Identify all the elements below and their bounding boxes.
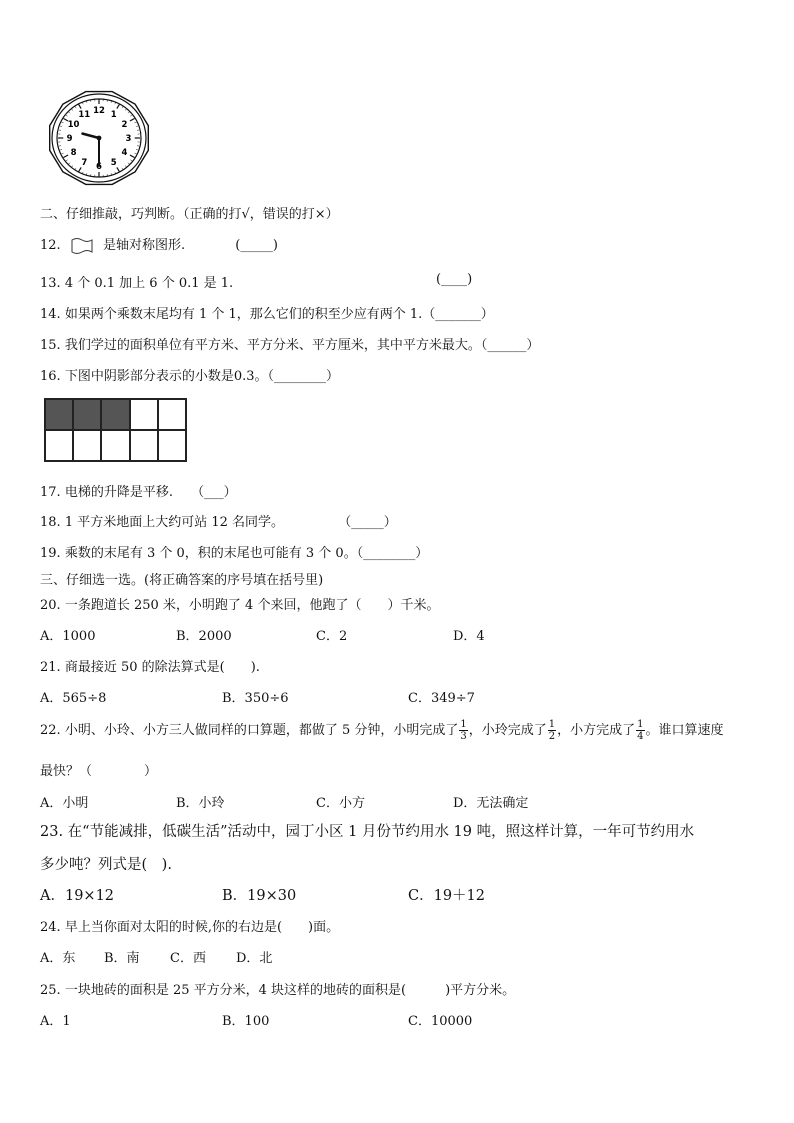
answer-blank[interactable]: (_____) [235, 238, 278, 253]
question-18 [40, 511, 397, 530]
fraction-denominator: 2 [548, 731, 556, 742]
question-number: 13. [40, 276, 61, 291]
option-22-c[interactable]: C．小方 [316, 796, 365, 811]
question-text: 一条跑道长 250 米，小明跑了 4 个来回，他跑了（ ）千米。 [64, 598, 440, 613]
question-text: 1 平方米地面上大约可站 12 名同学。 [64, 515, 285, 530]
question-number: 21. [40, 660, 61, 675]
option-20-c[interactable]: C．2 [316, 629, 348, 644]
question-number: 16. [40, 369, 61, 384]
question-text: 是轴对称图形. [102, 238, 186, 253]
clock-number: 6 [96, 162, 102, 172]
question-number: 24. [40, 920, 61, 935]
option-23-a[interactable]: A．19×12 [40, 888, 115, 904]
fraction-denominator: 4 [637, 731, 644, 742]
question-text: 早上当你面对太阳的时候,你的右边是( )面。 [64, 920, 340, 935]
option-20-b[interactable]: B．2000 [176, 629, 232, 644]
question-13 [40, 272, 473, 291]
question-text: 一块地砖的面积是 25 平方分米，4 块这样的地砖的面积是( )平方分米。 [64, 983, 516, 998]
option-22-b[interactable]: B．小玲 [176, 796, 225, 811]
question-text: 我们学过的面积单位有平方米、平方分米、平方厘米，其中平方米最大。（______） [64, 338, 540, 353]
fraction-numerator: 1 [460, 719, 467, 730]
fraction-one-half [548, 719, 556, 742]
question-23 [40, 820, 694, 841]
clock-number: 12 [93, 106, 105, 116]
question-15 [40, 334, 539, 353]
grid-cell [73, 430, 101, 461]
option-25-b[interactable]: B．100 [222, 1014, 270, 1029]
fraction-one-quarter [636, 719, 644, 742]
question-text: 如果两个乘数末尾均有 1 个 1，那么它们的积至少应有两个 1.（_______） [64, 307, 494, 322]
option-21-b[interactable]: B．350÷6 [222, 691, 289, 706]
question-number: 20. [40, 598, 61, 613]
question-number: 17. [40, 485, 61, 500]
answer-blank[interactable]: (____) [436, 272, 473, 287]
decimal-shaded-grid [44, 398, 187, 462]
question-24 [40, 916, 339, 935]
clock-number: 7 [81, 158, 88, 169]
section-2-heading: 二、仔细推敲，巧判断。（正确的打√，错误的打×） [40, 207, 339, 222]
question-21 [40, 656, 260, 675]
question-number: 15. [40, 338, 61, 353]
grid-cell [101, 430, 129, 461]
question-22-line-2: 最快？（ ） [40, 764, 158, 779]
clock-center-dot [97, 136, 102, 141]
option-23-c[interactable]: C．19＋12 [408, 888, 485, 904]
grid-cell-shaded [101, 399, 129, 430]
fraction-numerator: 1 [548, 719, 556, 730]
clock-number: 2 [121, 120, 128, 130]
clock-figure [44, 86, 154, 190]
fraction-one-third [459, 719, 467, 742]
question-text: 乘数的末尾有 3 个 0，积的末尾也可能有 3 个 0。（________） [64, 546, 429, 561]
clock-number: 11 [78, 109, 91, 120]
option-24-d[interactable]: D．北 [236, 951, 273, 966]
clock-number: 9 [66, 134, 73, 144]
clock-number: 1 [110, 109, 117, 120]
fraction-numerator: 1 [637, 719, 644, 730]
option-21-c[interactable]: C．349÷7 [408, 691, 475, 706]
clock-number: 4 [121, 148, 128, 158]
grid-cell [158, 399, 186, 430]
question-20 [40, 594, 439, 613]
option-22-d[interactable]: D．无法确定 [453, 796, 529, 811]
question-text-part-3: ，小方完成了 [557, 723, 636, 738]
fraction-denominator: 3 [460, 731, 467, 742]
question-number: 12. [40, 238, 61, 253]
section-3-heading: 三、仔细选一选。(将正确答案的序号填在括号里) [40, 573, 324, 588]
option-25-c[interactable]: C．10000 [408, 1014, 473, 1029]
grid-cell [130, 399, 158, 430]
grid-cell [45, 430, 73, 461]
question-22 [40, 716, 724, 746]
option-25-a[interactable]: A．1 [40, 1014, 71, 1029]
question-14 [40, 303, 494, 322]
question-16 [40, 365, 339, 384]
question-19 [40, 542, 428, 561]
question-25 [40, 979, 515, 998]
question-number: 19. [40, 546, 61, 561]
clock-number: 3 [125, 134, 132, 144]
question-text: 4 个 0.1 加上 6 个 0.1 是 1. [64, 276, 234, 291]
clock-number: 10 [67, 120, 80, 130]
grid-cell [158, 430, 186, 461]
question-text: 电梯的升降是平移. [64, 485, 173, 500]
answer-blank[interactable]: （___） [191, 485, 237, 500]
question-number: 14. [40, 307, 61, 322]
wave-shape-icon [67, 237, 97, 255]
question-text: 下图中阴影部分表示的小数是0.3。（________） [64, 369, 340, 384]
grid-cell-shaded [45, 399, 73, 430]
option-21-a[interactable]: A．565÷8 [40, 691, 107, 706]
option-20-a[interactable]: A．1000 [40, 629, 96, 644]
option-23-b[interactable]: B．19×30 [222, 888, 297, 904]
question-text-part-4: 。谁口算速度 [645, 723, 724, 738]
question-number: 25. [40, 983, 61, 998]
question-17 [40, 481, 237, 500]
question-number: 23. [40, 824, 64, 840]
question-12 [40, 234, 278, 255]
option-24-c[interactable]: C．西 [170, 951, 206, 966]
grid-cell [130, 430, 158, 461]
grid-cell-shaded [73, 399, 101, 430]
question-text: 在“节能减排，低碳生活”活动中，园丁小区 1 月份节约用水 19 吨，照这样计算，一年可节约用水 [67, 824, 695, 840]
question-text-part-1: 小明、小玲、小方三人做同样的口算题，都做了 5 分钟，小明完成了 [64, 723, 459, 738]
answer-blank[interactable]: （_____） [338, 515, 397, 530]
option-24-a[interactable]: A．东 [40, 951, 76, 966]
question-23-line-2: 多少吨？列式是( ). [40, 857, 172, 873]
option-22-a[interactable]: A．小明 [40, 796, 89, 811]
option-24-b[interactable]: B．南 [104, 951, 140, 966]
option-20-d[interactable]: D．4 [453, 629, 485, 644]
question-text-part-2: ，小玲完成了 [468, 723, 547, 738]
question-text: 商最接近 50 的除法算式是( ). [64, 660, 260, 675]
question-number: 18. [40, 515, 61, 530]
clock-number: 8 [70, 148, 77, 158]
clock-number: 5 [110, 158, 117, 169]
question-number: 22. [40, 723, 61, 738]
